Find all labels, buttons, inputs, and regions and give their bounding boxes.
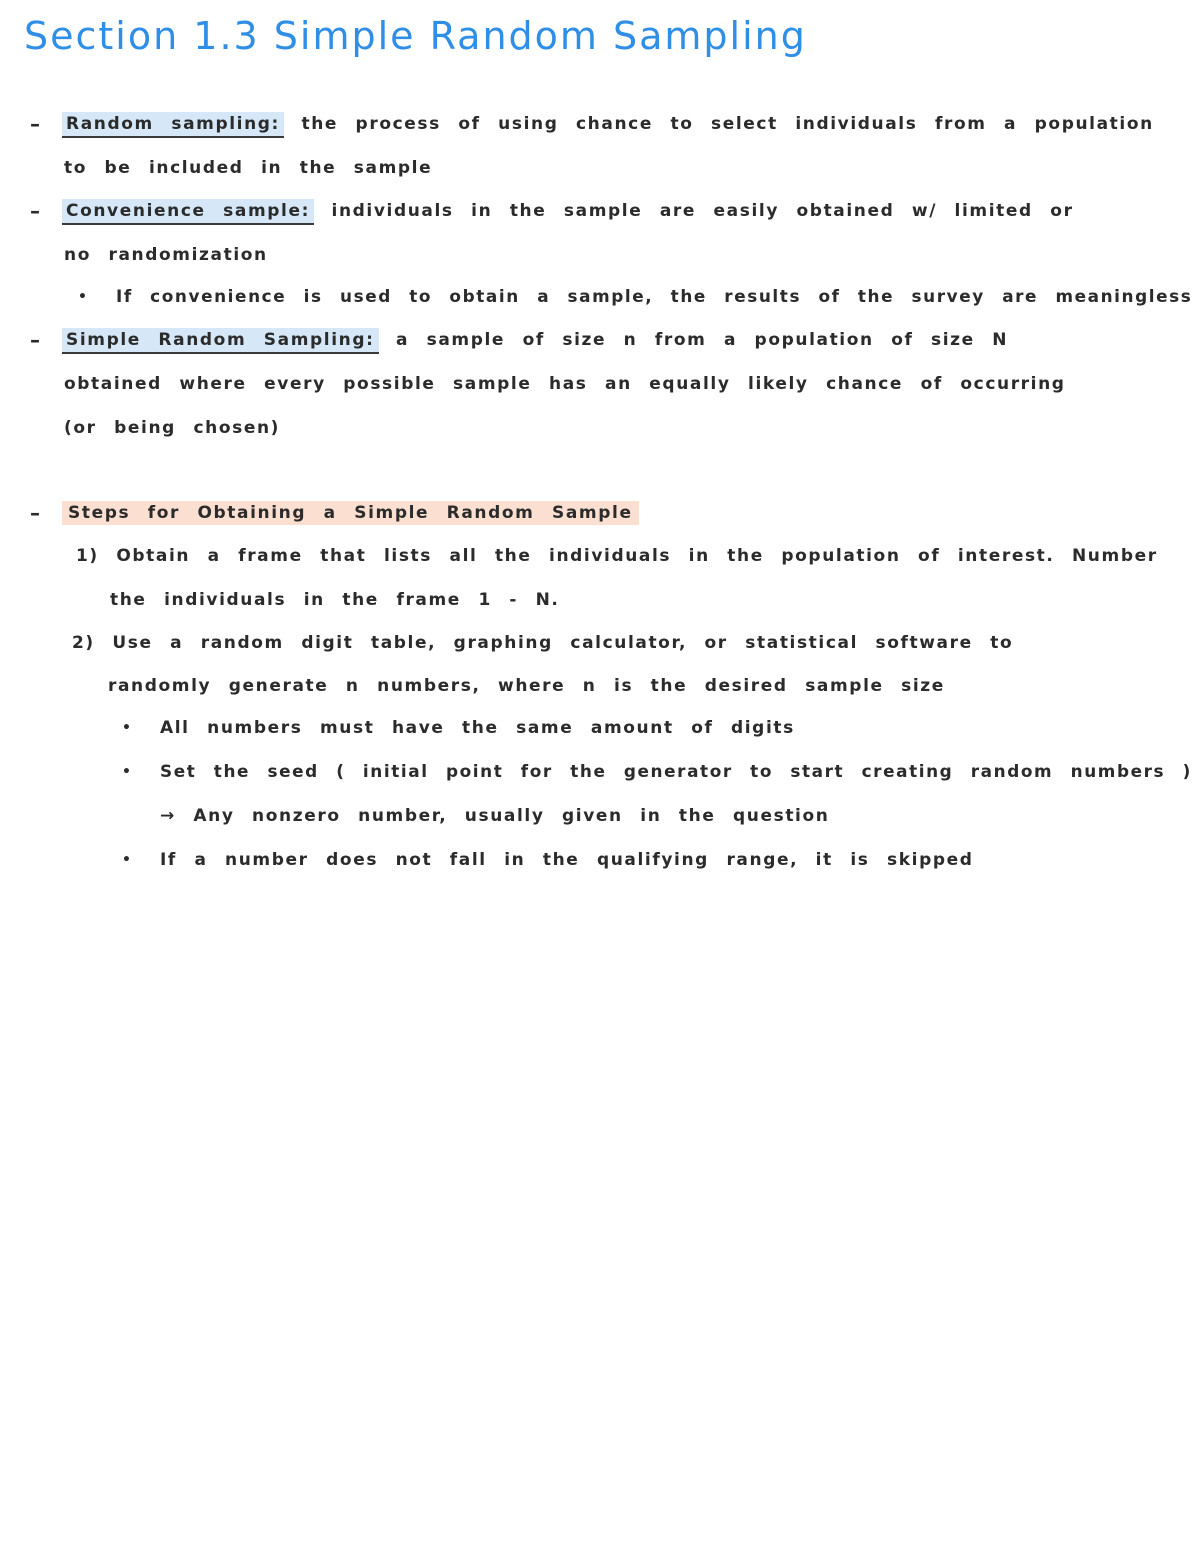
definition-text-continued: to be included in the sample [64, 158, 433, 178]
step-bullet: If a number does not fall in the qualifying range, it is skipped [160, 850, 974, 870]
step-number: 1) [76, 546, 99, 566]
step-bullet-note: → Any nonzero number, usually given in the question [160, 806, 830, 826]
step-bullet: All numbers must have the same amount of digits [160, 718, 795, 738]
definition-text: the process of using chance to select individuals from a population [301, 114, 1154, 134]
definition-random-sampling [62, 114, 1154, 134]
bullet-marker: • [122, 852, 131, 868]
definition-text-continued: obtained where every possible sample has an equally likely chance of occurring [64, 374, 1066, 394]
definition-convenience-sample [62, 201, 1074, 221]
steps-heading [62, 503, 639, 523]
dash-marker: – [30, 501, 40, 525]
dash-marker: – [30, 112, 40, 136]
step-text-continued: randomly generate n numbers, where n is the desired sample size [108, 676, 945, 696]
bullet-marker: • [122, 764, 131, 780]
page-title: Section 1.3 Simple Random Sampling [24, 14, 807, 58]
sub-note-convenience: If convenience is used to obtain a sample, the results of the survey are meaningless [116, 287, 1193, 307]
definition-text-continued: no randomization [64, 245, 268, 265]
steps-heading-text: Steps for Obtaining a Simple Random Sample [62, 501, 639, 525]
term-random-sampling: Random sampling: [62, 112, 284, 138]
dash-marker: – [30, 328, 40, 352]
definition-text: a sample of size n from a population of size N [396, 330, 1009, 350]
definition-text: individuals in the sample are easily obtained w/ limited or [331, 201, 1074, 221]
bullet-marker: • [78, 289, 87, 305]
step-number: 2) [72, 633, 95, 653]
term-convenience-sample: Convenience sample: [62, 199, 314, 225]
definition-text-continued: (or being chosen) [64, 418, 281, 438]
step-bullet: Set the seed ( initial point for the generator to start creating random numbers ) [160, 762, 1192, 782]
step-text-continued: the individuals in the frame 1 - N. [110, 590, 560, 610]
definition-simple-random-sampling [62, 330, 1008, 350]
bullet-marker: • [122, 720, 131, 736]
step-1 [76, 546, 1158, 566]
step-text: Use a random digit table, graphing calculator, or statistical software to [112, 633, 1014, 653]
step-text: Obtain a frame that lists all the individuals in the population of interest. Number [116, 546, 1158, 566]
step-2 [72, 633, 1013, 653]
term-simple-random-sampling: Simple Random Sampling: [62, 328, 379, 354]
dash-marker: – [30, 199, 40, 223]
